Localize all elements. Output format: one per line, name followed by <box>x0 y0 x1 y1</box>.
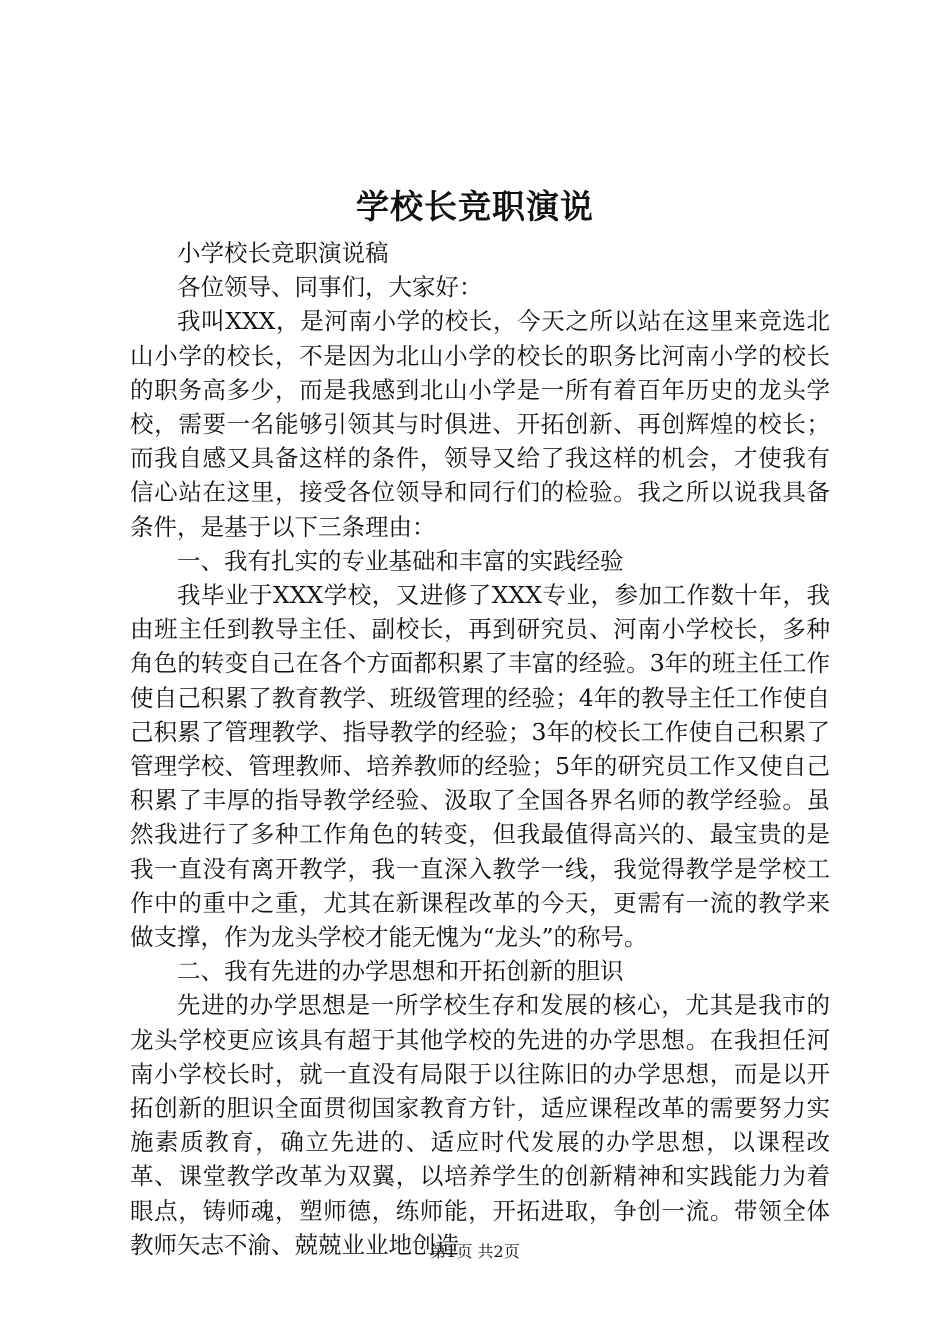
paragraph-philosophy: 先进的办学思想是一所学校生存和发展的核心，尤其是我市的龙头学校更应该具有超于其他学校的先进的办学思想。在我担任河南小学校长时，就一直没有局限于以往陈旧的办学思想，而是以开拓创新的胆识全面贯彻国家教育方针，适应课程改革的需要努力实施素质教育，确立先进的、适应时代发展的办学思想，以课程改革、课堂教学改革为双翼，以培养学生的创新精神和实践能力为着眼点，铸师魂，塑师德，练师能，开拓进取，争创一流。带领全体教师矢志不渝、兢兢业业地创造 <box>130 991 830 1259</box>
paragraph-subtitle: 小学校长竞职演说稿 <box>177 239 389 267</box>
paragraph-greeting: 各位领导、同事们，大家好： <box>177 273 483 302</box>
section-heading-1: 一、我有扎实的专业基础和丰富的实践经验 <box>177 546 624 575</box>
document-body <box>130 236 830 1262</box>
document-title: 学校长竞职演说 <box>356 187 594 226</box>
paragraph-experience: 我毕业于XXX学校，又进修了XXX专业，参加工作数十年，我由班主任到教导主任、副校长，再到研究员、河南小学校长，多种角色的转变自己在各个方面都积累了丰富的经验。3年的班主任工作使自己积累了教育教学、班级管理的经验；4年的教导主任工作使自己积累了管理教学、指导教学的经验；3年的校长工作使自己积累了管理学校、管理教师、培养教师的经验；5年的研究员工作又使自己积累了丰厚的指导教学经验、汲取了全国各界名师的教学经验。虽然我进行了多种工作角色的转变，但我最值得高兴的、最宝贵的是我一直没有离开教学，我一直深入教学一线，我觉得教学是学校工作中的重中之重，尤其在新课程改革的今天，更需有一流的教学来做支撑，作为龙头学校才能无愧为“龙头”的称号。 <box>130 581 830 952</box>
page-number: 第1页 共2页 <box>430 1242 520 1261</box>
section-heading-2: 二、我有先进的办学思想和开拓创新的胆识 <box>177 957 624 986</box>
paragraph-introduction: 我叫XXX，是河南小学的校长，今天之所以站在这里来竞选北山小学的校长，不是因为北山小学的校长的职务比河南小学的校长的职务高多少，而是我感到北山小学是一所有着百年历史的龙头学校，需要一名能够引领其与时俱进、开拓创新、再创辉煌的校长；而我自感又具备这样的条件，领导又给了我这样的机会，才使我有信心站在这里，接受各位领导和同行们的检验。我之所以说我具备条件，是基于以下三条理由： <box>130 307 830 541</box>
